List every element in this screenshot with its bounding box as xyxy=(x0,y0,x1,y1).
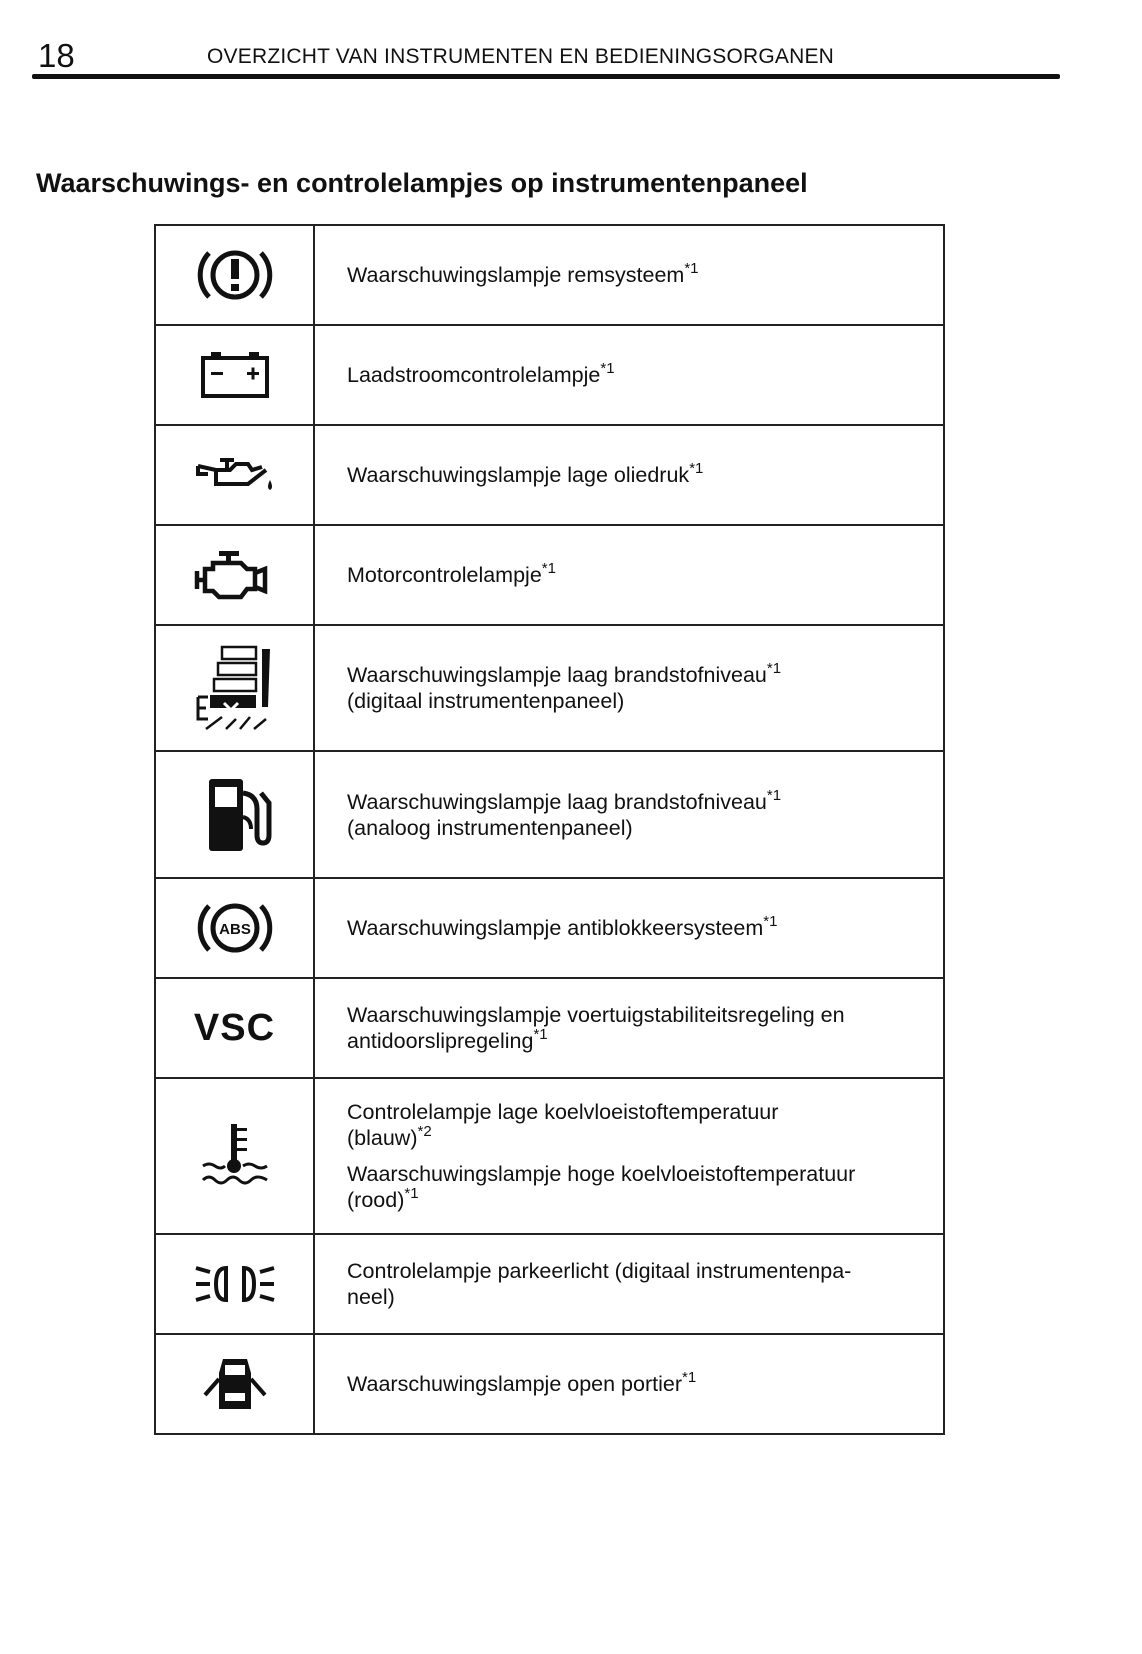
lamp-description-cont: neel) xyxy=(347,1285,395,1309)
footnote-ref: *1 xyxy=(689,460,704,477)
table-row xyxy=(155,525,944,625)
table-row xyxy=(155,751,944,878)
lamp-description: Waarschuwingslampje laag brandstofniveau xyxy=(347,663,767,687)
footnote-ref: *1 xyxy=(682,1369,697,1386)
table-row xyxy=(155,325,944,425)
description-cell xyxy=(314,1078,944,1234)
description-cell xyxy=(314,425,944,525)
footnote-ref: *1 xyxy=(600,360,615,377)
header-rule xyxy=(32,74,1060,79)
section-title: Waarschuwings- en controlelampjes op instrumentenpaneel xyxy=(36,168,808,198)
lamp-description: Waarschuwingslampje laag brandstofniveau xyxy=(347,789,767,814)
header-title: OVERZICHT VAN INSTRUMENTEN EN BEDIENINGSORGANEN xyxy=(207,45,835,68)
description-cell xyxy=(314,751,944,878)
abs-label: ABS xyxy=(218,921,251,938)
icon-cell xyxy=(155,751,314,878)
table-row xyxy=(155,978,944,1078)
icon-cell xyxy=(155,1234,314,1334)
description-cell xyxy=(314,325,944,425)
coolant-temperature-icon xyxy=(195,1116,275,1196)
table-row xyxy=(155,425,944,525)
description-cell xyxy=(314,1234,944,1334)
footnote-ref: *1 xyxy=(763,913,778,930)
footnote-ref: *1 xyxy=(684,260,699,277)
description-cell xyxy=(314,525,944,625)
lamp-description: Controlelampje parkeerlicht (digitaal instrumentenpa- xyxy=(347,1259,852,1283)
lamp-color-note: (blauw) xyxy=(347,1126,418,1150)
icon-cell xyxy=(155,525,314,625)
lamp-description: Controlelampje lage koelvloeistoftemperatuur xyxy=(347,1100,779,1124)
icon-cell xyxy=(155,425,314,525)
icon-cell xyxy=(155,1334,314,1434)
engine-icon xyxy=(193,545,277,605)
lamp-description-note: (analoog instrumentenpaneel) xyxy=(347,815,633,840)
lamp-description: Laadstroomcontrolelampje xyxy=(347,363,601,387)
lamp-description: Waarschuwingslampje lage oliedruk xyxy=(347,463,690,487)
icon-cell xyxy=(155,978,314,1078)
description-cell xyxy=(314,625,944,751)
footnote-ref: *1 xyxy=(766,786,782,804)
description-cell xyxy=(314,878,944,978)
table-row xyxy=(155,225,944,325)
page-number: 18 xyxy=(38,37,75,74)
table-row xyxy=(155,1234,944,1334)
description-cell xyxy=(314,978,944,1078)
lamp-description: Waarschuwingslampje voertuigstabiliteitsregeling en xyxy=(347,1003,845,1027)
footnote-ref: *1 xyxy=(541,560,556,577)
open-door-icon xyxy=(195,1349,275,1419)
lamp-description: Waarschuwingslampje antiblokkeersysteem xyxy=(347,916,764,940)
description-cell xyxy=(314,1334,944,1434)
description-cell xyxy=(314,225,944,325)
warning-lamp-table xyxy=(154,224,945,1435)
icon-cell xyxy=(155,625,314,751)
vsc-icon: VSC xyxy=(193,1006,276,1049)
lamp-description: Waarschuwingslampje remsysteem xyxy=(347,263,685,287)
table-row xyxy=(155,1078,944,1234)
lamp-description-cont: antidoorslipregeling xyxy=(347,1029,534,1053)
table-row xyxy=(155,878,944,978)
icon-cell xyxy=(155,1078,314,1234)
lamp-description-note: (digitaal instrumentenpaneel) xyxy=(347,689,625,713)
fuel-pump-icon xyxy=(195,773,275,857)
footnote-ref: *2 xyxy=(417,1123,432,1140)
lamp-color-note: (rood) xyxy=(347,1188,405,1212)
digital-fuel-gauge-icon xyxy=(192,643,278,733)
parking-light-icon xyxy=(190,1256,280,1312)
icon-cell xyxy=(155,878,314,978)
icon-cell xyxy=(155,325,314,425)
brake-warning-icon xyxy=(195,240,275,310)
lamp-description: Waarschuwingslampje open portier xyxy=(347,1372,683,1396)
table-row xyxy=(155,625,944,751)
abs-icon xyxy=(195,893,275,963)
lamp-description: Motorcontrolelampje xyxy=(347,563,542,587)
lamp-description: Waarschuwingslampje hoge koelvloeistoftemperatuur xyxy=(347,1162,856,1186)
oil-can-icon xyxy=(190,450,280,500)
icon-cell xyxy=(155,225,314,325)
table-row xyxy=(155,1334,944,1434)
footnote-ref: *1 xyxy=(404,1185,419,1202)
battery-icon xyxy=(195,345,275,405)
footnote-ref: *1 xyxy=(766,660,782,677)
footnote-ref: *1 xyxy=(533,1026,548,1043)
